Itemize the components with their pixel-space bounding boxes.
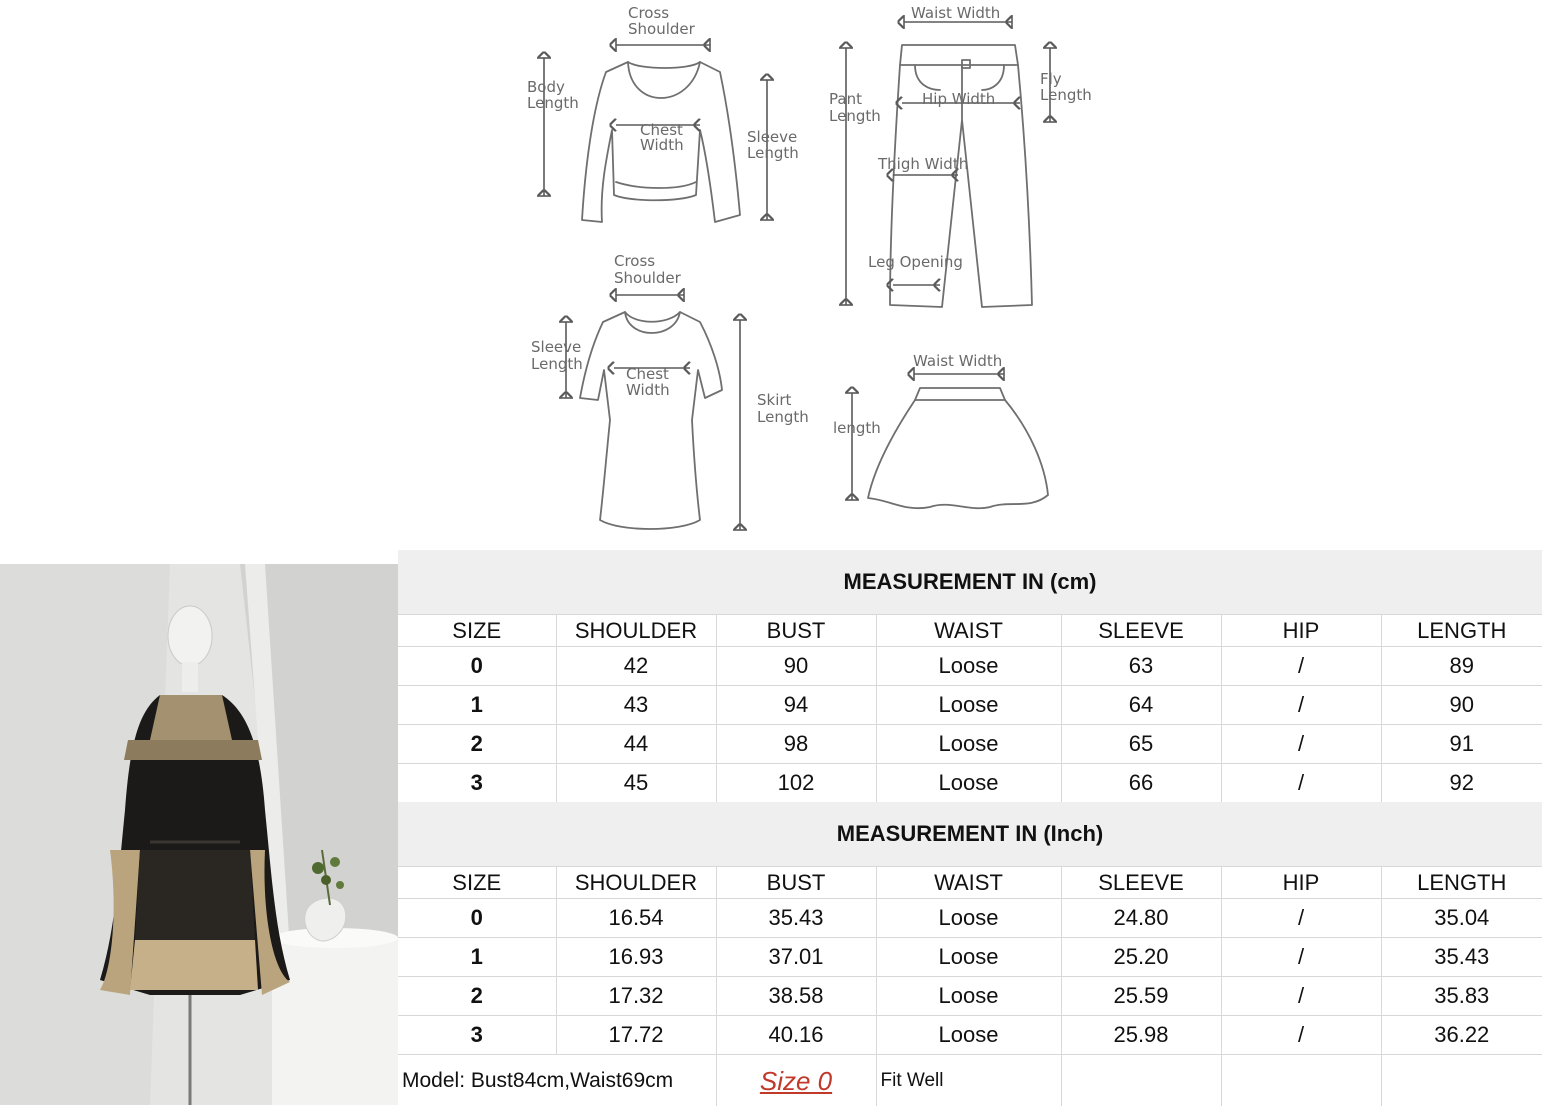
dress-skirt-length-label-2: Length xyxy=(757,408,809,426)
table-cell: 38.58 xyxy=(716,977,876,1016)
dress-sleeve-length-label-1: Sleeve xyxy=(531,338,581,356)
top-body-length-label-2: Length xyxy=(527,94,579,112)
table-cell: 36.22 xyxy=(1381,1016,1542,1055)
table-row xyxy=(398,764,1542,803)
table-cell: 35.04 xyxy=(1381,899,1542,938)
table-cell: 37.01 xyxy=(716,938,876,977)
table-cell: Loose xyxy=(876,899,1061,938)
table-cell: 102 xyxy=(716,764,876,803)
model-info-row xyxy=(398,1055,1542,1106)
table-title: MEASUREMENT IN (cm) xyxy=(398,550,1542,615)
empty-cell xyxy=(1221,1055,1381,1106)
column-header: HIP xyxy=(1221,615,1381,647)
table-row xyxy=(398,938,1542,977)
table-cell: 16.54 xyxy=(556,899,716,938)
table-cell: / xyxy=(1221,686,1381,725)
table-cell: / xyxy=(1221,938,1381,977)
table-cell: 16.93 xyxy=(556,938,716,977)
table-cell: Loose xyxy=(876,938,1061,977)
table-cell: Loose xyxy=(876,647,1061,686)
pants-pant-length-label-2: Length xyxy=(829,107,881,125)
table-cell: 43 xyxy=(556,686,716,725)
column-header: SHOULDER xyxy=(556,615,716,647)
dress-chest-width-label-1: Chest xyxy=(626,365,669,383)
size-cell: 1 xyxy=(398,938,556,977)
pants-hip-width-label: Hip Width xyxy=(922,90,995,108)
top-cross-shoulder-label-1: Cross xyxy=(628,4,669,22)
column-header: SIZE xyxy=(398,615,556,647)
column-header: HIP xyxy=(1221,867,1381,899)
table-cell: 89 xyxy=(1381,647,1542,686)
size-cell: 0 xyxy=(398,647,556,686)
top-cross-shoulder-label-2: Shoulder xyxy=(628,20,696,38)
table-cell: Loose xyxy=(876,725,1061,764)
top-chest-width-label-2: Width xyxy=(640,136,684,154)
table-cell: 42 xyxy=(556,647,716,686)
size-cell: 1 xyxy=(398,686,556,725)
pants-pant-length-label-1: Pant xyxy=(829,90,862,108)
size-cell: 3 xyxy=(398,764,556,803)
table-cell: / xyxy=(1221,899,1381,938)
skirt-sketch xyxy=(868,388,1048,508)
empty-cell xyxy=(1381,1055,1542,1106)
column-header: BUST xyxy=(716,615,876,647)
top-sleeve-length-label-2: Length xyxy=(747,144,799,162)
skirt-length-label: length xyxy=(833,419,881,437)
skirt-waist-width-label: Waist Width xyxy=(913,352,1002,370)
table-cell: 24.80 xyxy=(1061,899,1221,938)
table-cell: 91 xyxy=(1381,725,1542,764)
table-header-row xyxy=(398,615,1542,647)
fit-note: Fit Well xyxy=(876,1055,1061,1106)
pants-fly-length-label-2: Length xyxy=(1040,86,1092,104)
top-body-length-label-1: Body xyxy=(527,78,565,96)
table-cell: 64 xyxy=(1061,686,1221,725)
table-cell: 40.16 xyxy=(716,1016,876,1055)
table-cell: Loose xyxy=(876,764,1061,803)
table-cell: 17.72 xyxy=(556,1016,716,1055)
top-chest-width-label-1: Chest xyxy=(640,121,683,139)
model-size-cell xyxy=(716,1055,876,1106)
table-cell: Loose xyxy=(876,1016,1061,1055)
pants-waist-width-label: Waist Width xyxy=(911,4,1000,22)
table-cell: / xyxy=(1221,725,1381,764)
table-row xyxy=(398,1016,1542,1055)
table-row xyxy=(398,686,1542,725)
table-cell: 92 xyxy=(1381,764,1542,803)
size-diagram xyxy=(0,0,1542,550)
dress-chest-width-label-2: Width xyxy=(626,381,670,399)
table-cell: 66 xyxy=(1061,764,1221,803)
table-row xyxy=(398,899,1542,938)
table-cell: / xyxy=(1221,764,1381,803)
size-cell: 2 xyxy=(398,977,556,1016)
table-cell: 45 xyxy=(556,764,716,803)
measurement-tables xyxy=(398,550,1542,1105)
table-header-row xyxy=(398,867,1542,899)
size-chart-table xyxy=(398,550,1542,1106)
top-sleeve-length-label-1: Sleeve xyxy=(747,128,797,146)
column-header: SLEEVE xyxy=(1061,615,1221,647)
column-header: SIZE xyxy=(398,867,556,899)
dress-cross-shoulder-label-2: Shoulder xyxy=(614,269,682,287)
table-row xyxy=(398,725,1542,764)
table-title-row xyxy=(398,550,1542,615)
dress-cross-shoulder-label-1: Cross xyxy=(614,252,655,270)
table-cell: 25.59 xyxy=(1061,977,1221,1016)
table-cell: / xyxy=(1221,647,1381,686)
table-cell: 98 xyxy=(716,725,876,764)
table-cell: 44 xyxy=(556,725,716,764)
pants-thigh-width-label: Thigh Width xyxy=(877,155,968,173)
product-photo xyxy=(0,550,398,1105)
table-cell: 90 xyxy=(716,647,876,686)
table-cell: Loose xyxy=(876,686,1061,725)
table-cell: 17.32 xyxy=(556,977,716,1016)
table-title-row xyxy=(398,802,1542,867)
column-header: BUST xyxy=(716,867,876,899)
table-row xyxy=(398,977,1542,1016)
pants-fly-length-label-1: Fly xyxy=(1040,70,1062,88)
size-cell: 0 xyxy=(398,899,556,938)
column-header: SHOULDER xyxy=(556,867,716,899)
table-cell: 90 xyxy=(1381,686,1542,725)
column-header: WAIST xyxy=(876,615,1061,647)
column-header: WAIST xyxy=(876,867,1061,899)
table-cell: 94 xyxy=(716,686,876,725)
dress-sleeve-length-label-2: Length xyxy=(531,355,583,373)
table-cell: / xyxy=(1221,977,1381,1016)
table-cell: 65 xyxy=(1061,725,1221,764)
table-cell: 63 xyxy=(1061,647,1221,686)
empty-cell xyxy=(1061,1055,1221,1106)
table-cell: / xyxy=(1221,1016,1381,1055)
model-measurements: Model: Bust84cm,Waist69cm xyxy=(398,1055,716,1106)
column-header: LENGTH xyxy=(1381,867,1542,899)
column-header: SLEEVE xyxy=(1061,867,1221,899)
table-cell: 35.83 xyxy=(1381,977,1542,1016)
column-header: LENGTH xyxy=(1381,615,1542,647)
table-title: MEASUREMENT IN (Inch) xyxy=(398,802,1542,867)
pants-leg-opening-label: Leg Opening xyxy=(868,253,963,271)
table-cell: 25.20 xyxy=(1061,938,1221,977)
model-size: Size 0 xyxy=(760,1066,832,1096)
table-row xyxy=(398,647,1542,686)
table-cell: 35.43 xyxy=(716,899,876,938)
dress-sketch xyxy=(580,312,722,529)
table-cell: 35.43 xyxy=(1381,938,1542,977)
size-cell: 3 xyxy=(398,1016,556,1055)
table-cell: 25.98 xyxy=(1061,1016,1221,1055)
table-cell: Loose xyxy=(876,977,1061,1016)
size-cell: 2 xyxy=(398,725,556,764)
dress-skirt-length-label-1: Skirt xyxy=(757,391,792,409)
